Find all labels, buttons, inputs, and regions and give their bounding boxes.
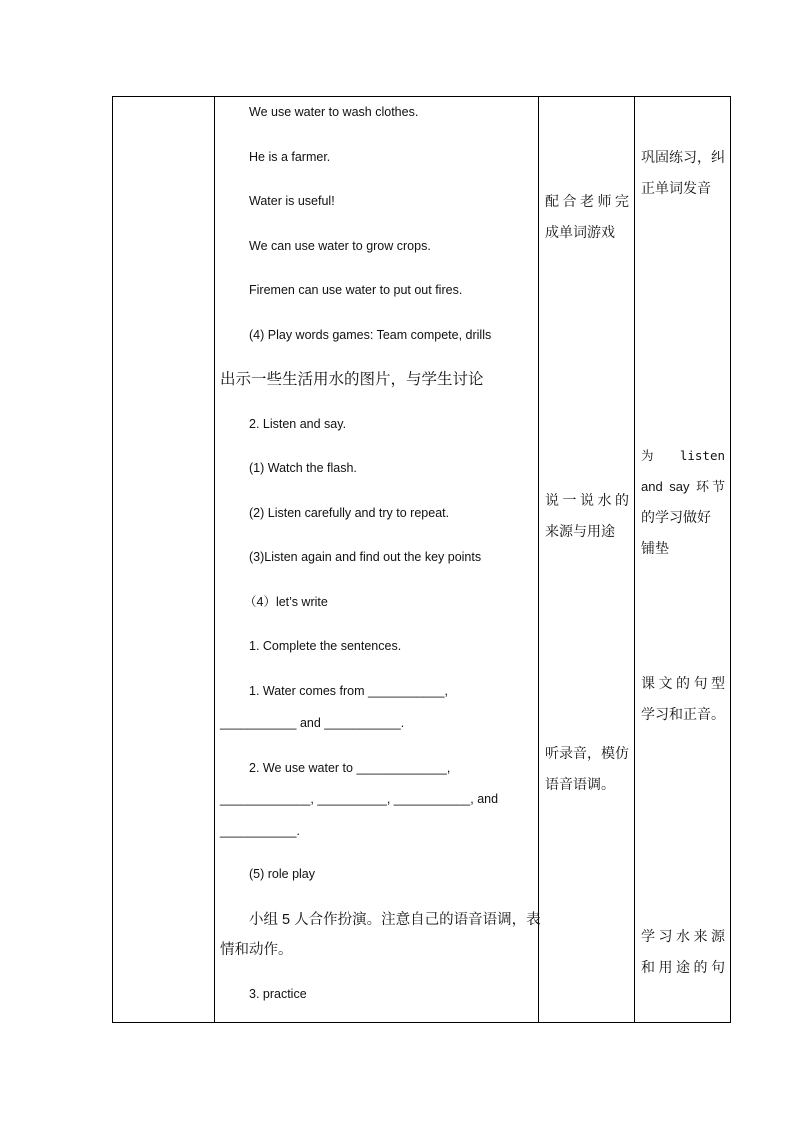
step-line: We use water to wash clothes. bbox=[249, 105, 419, 119]
student-activity-line: 来源与用途 bbox=[545, 523, 615, 539]
step-line: (3)Listen again and find out the key points bbox=[249, 550, 482, 564]
step-line: 小组 5 人合作扮演。注意自己的语音语调，表 bbox=[249, 912, 541, 928]
step-line: (5) role play bbox=[249, 867, 315, 881]
step-line: 2. Listen and say. bbox=[249, 417, 347, 431]
step-line: （4）let’s write bbox=[244, 595, 328, 609]
step-line: 2. We use water to _____________, bbox=[249, 761, 451, 775]
step-line: We can use water to grow crops. bbox=[249, 239, 431, 253]
purpose-line: 铺垫 bbox=[641, 540, 669, 556]
purpose-line: 的学习做好 bbox=[641, 509, 711, 525]
step-line: 3. practice bbox=[249, 987, 307, 1001]
student-activity-3 bbox=[545, 738, 631, 800]
student-activity-2 bbox=[545, 485, 629, 547]
step-line: ___________ and ___________. bbox=[220, 716, 405, 730]
column-divider bbox=[214, 97, 215, 1022]
step-line: He is a farmer. bbox=[249, 150, 331, 164]
step-line: Water is useful! bbox=[249, 194, 335, 208]
step-line: (2) Listen carefully and try to repeat. bbox=[249, 506, 450, 520]
purpose-line: 学习水来源 bbox=[641, 928, 725, 944]
step-line: ___________. bbox=[220, 824, 300, 838]
student-activity-line: 听录音，模仿 bbox=[545, 745, 629, 761]
purpose-line: 课文的句型 bbox=[641, 675, 725, 691]
purpose-line: 学习和正音。 bbox=[641, 706, 725, 722]
purpose-line: 为 listen bbox=[641, 448, 725, 463]
step-line: 1. Complete the sentences. bbox=[249, 639, 402, 653]
step-line: 1. Water comes from ___________, bbox=[249, 684, 448, 698]
column-divider bbox=[538, 97, 539, 1022]
purpose-line: and say 环节 bbox=[641, 479, 725, 494]
purpose-line: 巩固练习，纠 bbox=[641, 149, 725, 165]
column-divider bbox=[634, 97, 635, 1022]
purpose-line: 正单词发音 bbox=[641, 180, 711, 196]
design-purpose-4 bbox=[641, 921, 725, 983]
student-activity-line: 成单词游戏 bbox=[545, 224, 615, 240]
step-line: _____________, __________, ___________, and bbox=[220, 792, 499, 806]
step-line: 情和动作。 bbox=[220, 942, 293, 958]
design-purpose-1 bbox=[641, 142, 725, 204]
student-activity-1 bbox=[545, 186, 629, 248]
student-activity-line: 说一说水的 bbox=[545, 492, 629, 508]
step-line: (1) Watch the flash. bbox=[249, 461, 357, 475]
step-line: Firemen can use water to put out fires. bbox=[249, 283, 463, 297]
design-purpose-3 bbox=[641, 668, 725, 730]
step-line: 出示一些生活用水的图片，与学生讨论 bbox=[220, 371, 484, 388]
purpose-line: 和用途的句 bbox=[641, 959, 725, 975]
step-line: (4) Play words games: Team compete, drills bbox=[249, 328, 492, 342]
design-purpose-2 bbox=[641, 440, 725, 564]
student-activity-line: 语音语调。 bbox=[545, 776, 615, 792]
student-activity-line: 配合老师完 bbox=[545, 193, 629, 209]
